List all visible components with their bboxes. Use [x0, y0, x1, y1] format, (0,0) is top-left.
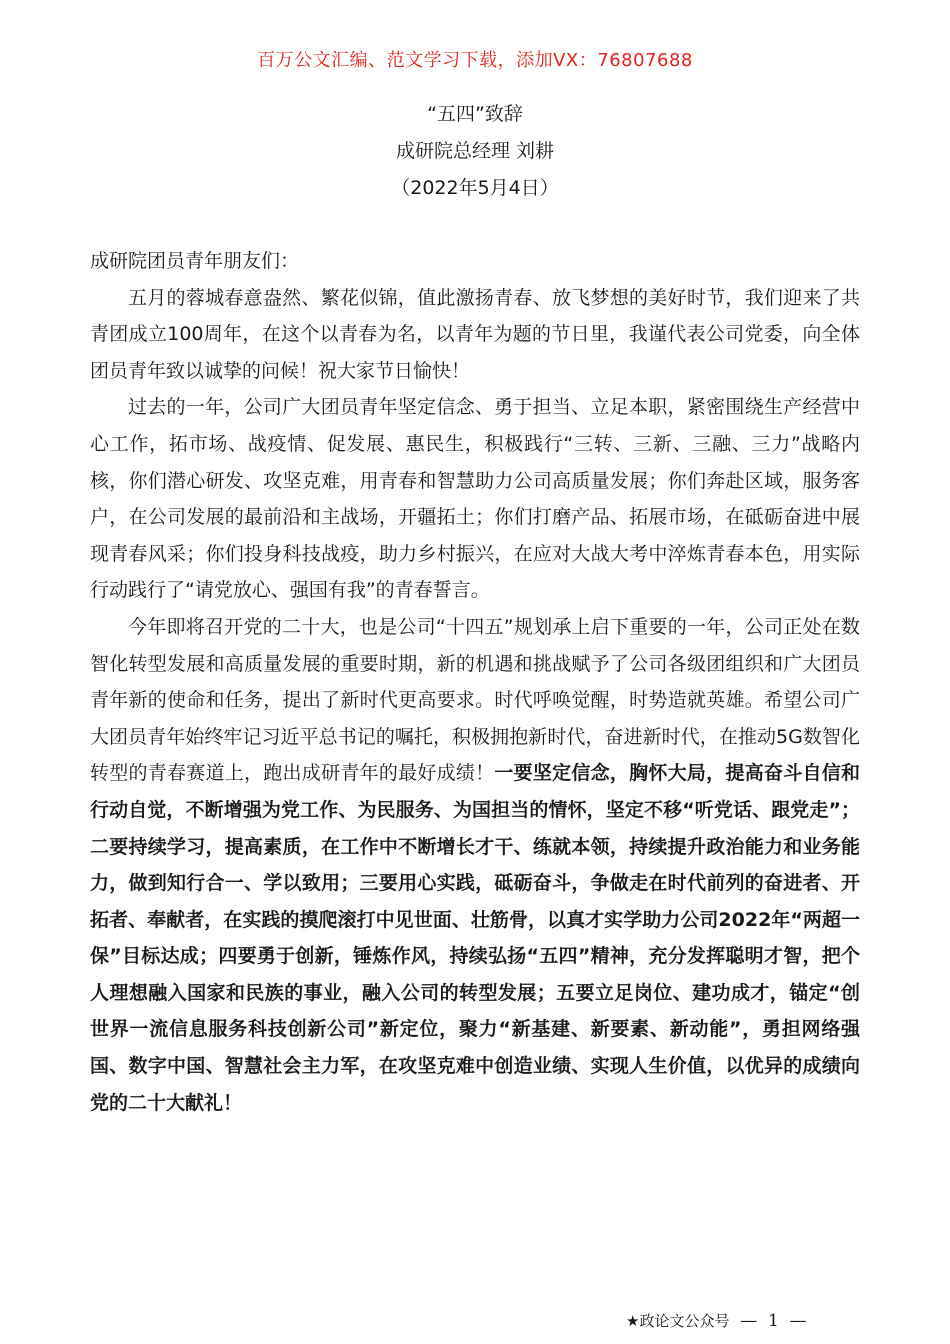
speech-date: （2022年5月4日）	[391, 177, 559, 199]
paragraph-3-text: 今年即将召开党的二十大，也是公司“十四五”规划承上启下重要的一年，公司正处在数智化转型发展和高质量发展的重要时期，新的机遇和挑战赋予了公司各级团组织和广大团员青年新的使命和任务，提出了新时代更高要求。时代呼唤觉醒，时势造就英雄。希望公司广大团员青年始终牢记习近平总书记的嘱托，积极拥抱新时代，奋进新时代，在推动5G数智化转型的青春赛道上，跑出成研青年的最好成绩！	[90, 615, 860, 785]
document-header	[0, 96, 950, 207]
document-title: “五四”致辞	[427, 103, 523, 125]
page-dash-right: —	[789, 1311, 807, 1331]
document-body	[90, 243, 860, 1121]
paragraph-2: 过去的一年，公司广大团员青年坚定信念、勇于担当、立足本职，紧密围绕生产经营中心工作，拓市场、战疫情、促发展、惠民生，积极践行“三转、三新、三融、三力”战略内核，你们潜心研发、攻坚克难，用青春和智慧助力公司高质量发展；你们奔赴区域，服务客户，在公司发展的最前沿和主战场，开疆拓土；你们打磨产品、拓展市场，在砥砺奋进中展现青春风采；你们投身科技战疫，助力乡村振兴，在应对大战大考中淬炼青春本色，用实际行动践行了“请党放心、强国有我”的青春誓言。	[90, 396, 860, 602]
paragraph-1: 五月的蓉城春意盎然、繁花似锦，值此激扬青春、放飞梦想的美好时节，我们迎来了共青团成立100周年，在这个以青春为名，以青年为题的节日里，我谨代表公司党委，向全体团员青年致以诚挚的问候！祝大家节日愉快！	[90, 286, 860, 382]
page-dash-left: —	[740, 1311, 758, 1331]
paragraph-3	[90, 609, 860, 1121]
page-footer	[626, 1310, 856, 1331]
speaker-line: 成研院总经理 刘耕	[395, 140, 555, 162]
salutation: 成研院团员青年朋友们：	[90, 250, 300, 272]
footer-source: ★政论文公众号	[626, 1312, 730, 1330]
paragraph-3-bold-text: 一要坚定信念，胸怀大局，提高奋斗自信和行动自觉，不断增强为党工作、为民服务、为国担当的情怀，坚定不移“听党话、跟党走”；二要持续学习，提高素质，在工作中不断增长才干、练就本领，持续提升政治能力和业务能力，做到知行合一、学以致用；三要用心实践，砥砺奋斗，争做走在时代前列的奋进者、开拓者、奉献者，在实践的摸爬滚打中见世面、壮筋骨，以真才实学助力公司2022年“两超一保”目标达成；四要勇于创新，锤炼作风，持续弘扬“五四”精神，充分发挥聪明才智，把个人理想融入国家和民族的事业，融入公司的转型发展；五要立足岗位、建功成才，锚定“创世界一流信息服务科技创新公司”新定位，聚力“新基建、新要素、新动能”，勇担网络强国、数字中国、智慧社会主力军，在攻坚克难中创造业绩、实现人生价值，以优异的成绩向党的二十大献礼！	[90, 762, 860, 1114]
promo-banner: 百万公文汇编、范文学习下载，添加VX：76807688	[257, 50, 693, 71]
page-number: 1	[768, 1311, 779, 1331]
